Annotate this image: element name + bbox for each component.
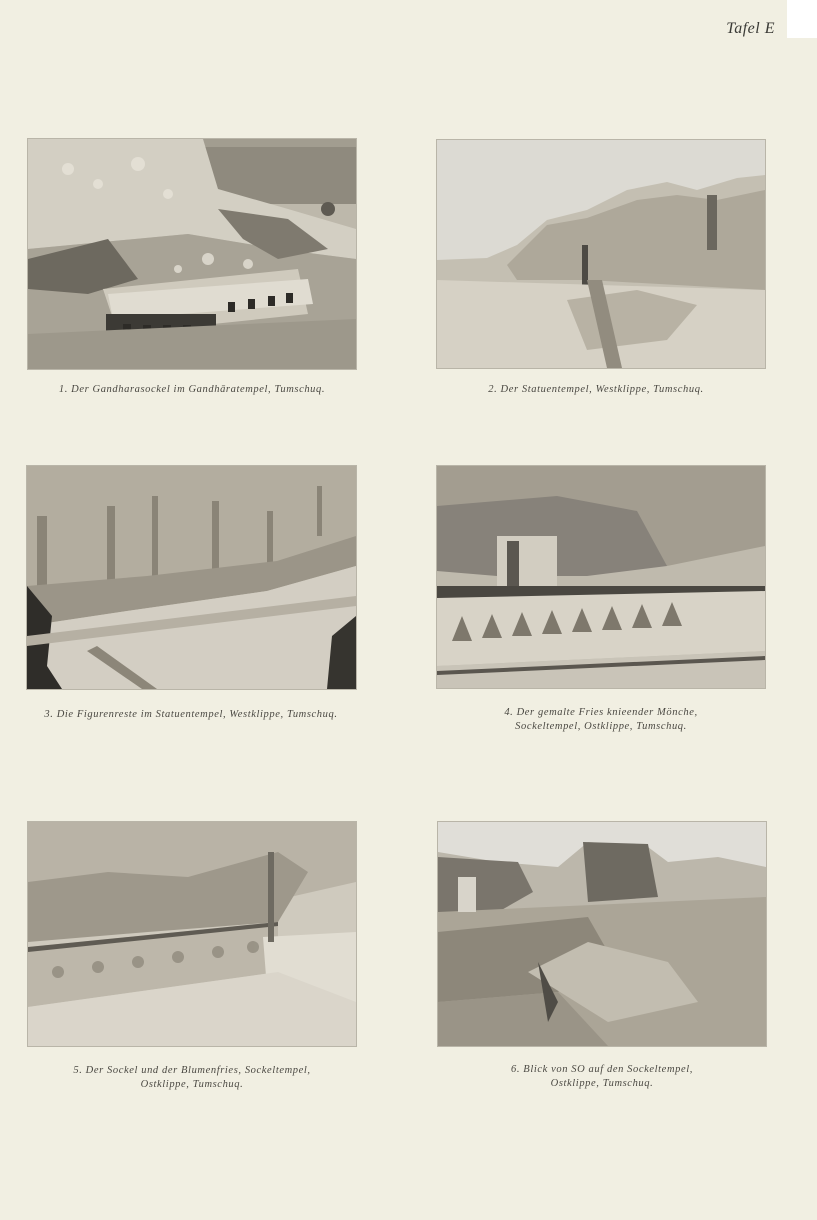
caption-figure-5 bbox=[27, 1064, 357, 1092]
caption-4-line-1: 4. Der gemalte Fries knieender Mönche, bbox=[504, 707, 698, 718]
caption-figure-4 bbox=[436, 706, 766, 734]
photo-6-view-from-southeast bbox=[438, 822, 766, 1046]
caption-figure-1 bbox=[27, 383, 357, 397]
caption-4-line-2: Sockeltempel, Ostklippe, Tumschuq. bbox=[515, 721, 687, 732]
page-edge-tab bbox=[787, 0, 817, 38]
photo-1-gandhara-base bbox=[28, 139, 356, 369]
caption-2-line-1: 2. Der Statuentempel, Westklippe, Tumschuq. bbox=[488, 384, 704, 395]
caption-6-line-2: Ostklippe, Tumschuq. bbox=[550, 1078, 654, 1089]
caption-figure-6 bbox=[437, 1063, 767, 1091]
photo-5-base-flower-frieze bbox=[28, 822, 356, 1046]
caption-figure-2 bbox=[431, 383, 761, 397]
photo-3-figure-remains bbox=[27, 466, 356, 689]
photo-2-statue-temple bbox=[437, 140, 765, 368]
caption-figure-3 bbox=[26, 708, 356, 722]
caption-5-line-2: Ostklippe, Tumschuq. bbox=[140, 1079, 244, 1090]
caption-3-line-1: 3. Die Figurenreste im Statuentempel, Westklippe, Tumschuq. bbox=[44, 709, 338, 720]
photo-4-painted-frieze bbox=[437, 466, 765, 688]
caption-5-line-1: 5. Der Sockel und der Blumenfries, Sockeltempel, bbox=[73, 1065, 311, 1076]
caption-6-line-1: 6. Blick von SO auf den Sockeltempel, bbox=[511, 1064, 693, 1075]
plate-label: Tafel E bbox=[726, 20, 775, 37]
caption-1-line-1: 1. Der Gandharasockel im Gandhāratempel, Tumschuq. bbox=[58, 384, 326, 395]
